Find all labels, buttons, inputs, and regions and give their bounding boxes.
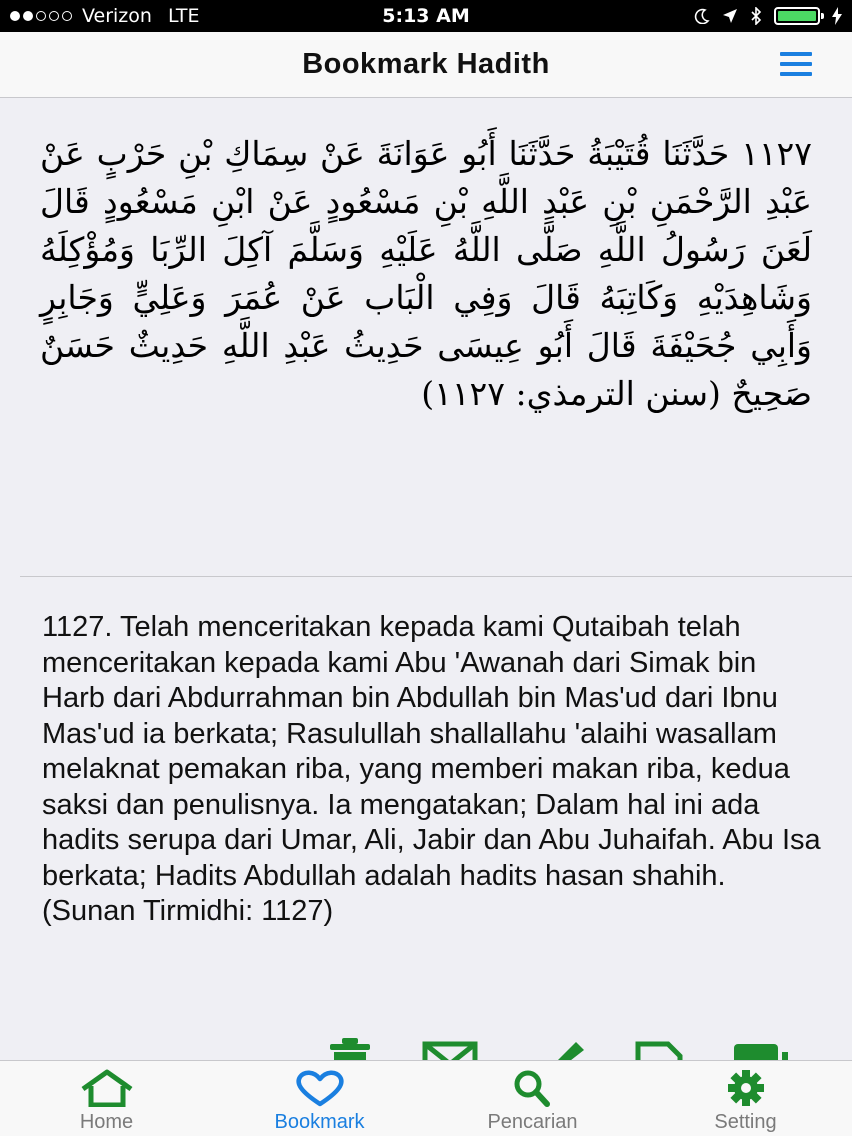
status-right [694, 7, 842, 25]
search-icon [505, 1069, 561, 1107]
pencil-icon[interactable] [530, 1038, 590, 1060]
document-icon[interactable] [628, 1038, 688, 1060]
chat-icon[interactable] [730, 1038, 790, 1060]
trash-icon[interactable] [320, 1038, 380, 1060]
hamburger-menu-icon[interactable] [780, 52, 812, 76]
tab-bookmark[interactable] [213, 1061, 426, 1136]
signal-strength-icon [10, 11, 72, 21]
translation-text: 1127. Telah menceritakan kepada kami Qutaibah telah menceritakan kepada kami Abu 'Awanah dari Simak bin Harb dari Abdurrahman bin Abdullah bin Mas'ud dari Ibnu Mas'ud ia berkata; Rasulullah shallallahu 'alaihi wasallam melaknat pemakan riba, yang memberi makan riba, kedua saksi dan penulisnya. Ia mengatakan; Dalam hal ini ada hadits serupa dari Umar, Ali, Jabir dan Abu Juhaifah. Abu Isa berkata; Hadits Abdullah adalah hadits hasan shahih. (Sunan Tirmidhi: 1127) [42, 611, 821, 927]
status-bar [0, 0, 852, 32]
battery-icon [774, 7, 820, 25]
hadith-actions [0, 1038, 852, 1060]
status-time: 5:13 AM [382, 5, 470, 27]
moon-icon [694, 8, 710, 24]
bluetooth-icon [750, 7, 762, 25]
tab-pencarian-label: Pencarian [487, 1111, 578, 1133]
tab-bookmark-label: Bookmark [274, 1111, 365, 1133]
tab-home[interactable] [0, 1061, 213, 1136]
tab-home-label: Home [79, 1111, 134, 1133]
location-arrow-icon [722, 8, 738, 24]
charging-bolt-icon [832, 7, 842, 25]
tab-setting-label: Setting [714, 1111, 777, 1133]
tab-bar [0, 1060, 852, 1136]
mail-icon[interactable] [420, 1038, 480, 1060]
hadith-content[interactable] [0, 98, 852, 1060]
heart-icon [292, 1069, 348, 1107]
tab-setting[interactable] [639, 1061, 852, 1136]
home-icon [79, 1069, 135, 1107]
gear-icon [718, 1069, 774, 1107]
network-label: LTE [167, 5, 200, 27]
page-title: Bookmark Hadith [302, 48, 550, 80]
status-left [10, 5, 200, 27]
tab-pencarian[interactable] [426, 1061, 639, 1136]
battery-fill [778, 11, 816, 21]
navigation-bar [0, 32, 852, 98]
arabic-text: ١١٢٧ حَدَّثَنَا قُتَيْبَةُ حَدَّثَنَا أَبُو عَوَانَةَ عَنْ سِمَاكِ بْنِ حَرْبٍ عَنْ عَبْدِ الرَّحْمَنِ بْنِ عَبْدِ اللَّهِ بْنِ مَسْعُودٍ عَنْ ابْنِ مَسْعُودٍ قَالَ لَعَنَ رَسُولُ اللَّهِ صَلَّى اللَّهُ عَلَيْهِ وَسَلَّمَ آكِلَ الرِّبَا وَمُؤْكِلَهُ وَشَاهِدَيْهِ وَكَاتِبَهُ قَالَ وَفِي الْبَاب عَنْ عُمَرَ وَعَلِيٍّ وَجَابِرٍ وَأَبِي جُحَيْفَةَ قَالَ أَبُو عِيسَى حَدِيثُ عَبْدِ اللَّهِ حَدِيثٌ حَسَنٌ صَحِيحٌ (سنن الترمذي: ١١٢٧) [40, 134, 813, 413]
divider [20, 576, 852, 577]
carrier-label: Verizon [82, 5, 152, 27]
